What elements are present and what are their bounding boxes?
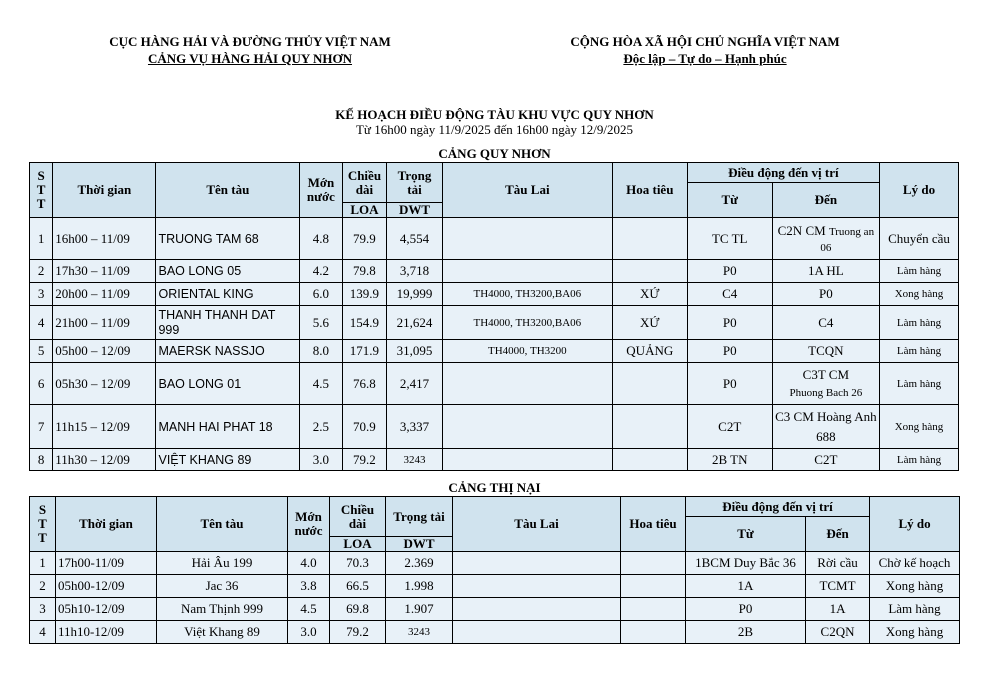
cell-time: 11h10-12/09 (56, 621, 157, 644)
cell-to: C2QN (806, 621, 870, 644)
table-row (30, 306, 959, 340)
cell-from: 2B (686, 621, 806, 644)
col-reason: Lý do (880, 163, 959, 218)
cell-to-main: C2N CM (777, 222, 826, 238)
cell-to (772, 363, 879, 405)
cell-from: C4 (687, 283, 772, 306)
schedule-table-quy-nhon (29, 162, 959, 471)
cell-stt: 1 (30, 218, 53, 260)
cell-from: TC TL (687, 218, 772, 260)
cell-to-main: C3T CM (802, 366, 850, 382)
cell-dwt: 2.369 (386, 552, 453, 575)
cell-reason: Chờ kế hoạch (870, 552, 960, 575)
cell-ship: ORIENTAL KING (156, 283, 300, 306)
cell-pilot: XỨ (612, 283, 687, 306)
cell-pilot (612, 363, 687, 405)
table-row (30, 621, 960, 644)
col-to: Đến (806, 517, 870, 552)
col-time: Thời gian (53, 163, 156, 218)
cell-from: P0 (687, 340, 772, 363)
col-reason: Lý do (870, 497, 960, 552)
cell-tug (442, 260, 612, 283)
header-right (530, 33, 880, 67)
cell-ship: MAERSK NASSJO (156, 340, 300, 363)
cell-loa: 154.9 (342, 306, 387, 340)
col-move: Điều động đến vị trí (686, 497, 870, 517)
cell-from: P0 (687, 363, 772, 405)
cell-to: TCQN (772, 340, 879, 363)
cell-stt: 6 (30, 363, 53, 405)
cell-tug: TH4000, TH3200 (442, 340, 612, 363)
cell-tug (442, 405, 612, 449)
cell-pilot (621, 621, 686, 644)
cell-ship: Jac 36 (157, 575, 288, 598)
col-dwt: DWT (387, 203, 443, 218)
cell-dwt: 21,624 (387, 306, 443, 340)
table-row (30, 598, 960, 621)
col-move: Điều động đến vị trí (687, 163, 879, 183)
cell-pilot (612, 405, 687, 449)
cell-time: 11h15 – 12/09 (53, 405, 156, 449)
cell-ship: Nam Thịnh 999 (157, 598, 288, 621)
section-title-quy-nhon: CẢNG QUY NHƠN (438, 146, 551, 161)
cell-ship: Việt Khang 89 (157, 621, 288, 644)
cell-ship: BAO LONG 01 (156, 363, 300, 405)
col-loa: LOA (342, 203, 387, 218)
cell-stt: 4 (30, 621, 56, 644)
cell-dwt: 31,095 (387, 340, 443, 363)
cell-pilot (621, 552, 686, 575)
cell-pilot (612, 218, 687, 260)
cell-draft: 4.5 (288, 598, 330, 621)
cell-loa: 70.3 (330, 552, 386, 575)
cell-tug (442, 449, 612, 471)
cell-draft: 3.8 (288, 575, 330, 598)
col-from: Từ (687, 183, 772, 218)
cell-tug (442, 363, 612, 405)
cell-tug (453, 575, 621, 598)
cell-from: 1BCM Duy Bắc 36 (686, 552, 806, 575)
cell-reason: Làm hàng (880, 363, 959, 405)
table-row (30, 449, 959, 471)
cell-draft: 4.2 (300, 260, 343, 283)
cell-draft: 4.0 (288, 552, 330, 575)
col-pilot: Hoa tiêu (621, 497, 686, 552)
cell-to: P0 (772, 283, 879, 306)
cell-stt: 1 (30, 552, 56, 575)
cell-ship: Hải Âu 199 (157, 552, 288, 575)
cell-to (772, 218, 879, 260)
cell-stt: 4 (30, 306, 53, 340)
cell-stt: 3 (30, 283, 53, 306)
cell-time: 20h00 – 11/09 (53, 283, 156, 306)
table-row (30, 340, 959, 363)
cell-tug: TH4000, TH3200,BA06 (442, 306, 612, 340)
cell-time: 05h00-12/09 (56, 575, 157, 598)
cell-draft: 3.0 (300, 449, 343, 471)
cell-loa: 79.2 (330, 621, 386, 644)
cell-from: 1A (686, 575, 806, 598)
cell-loa: 70.9 (342, 405, 387, 449)
cell-loa: 171.9 (342, 340, 387, 363)
cell-pilot (621, 575, 686, 598)
col-tug: Tàu Lai (442, 163, 612, 218)
cell-time: 05h10-12/09 (56, 598, 157, 621)
cell-stt: 2 (30, 260, 53, 283)
cell-from: P0 (687, 260, 772, 283)
cell-time: 17h30 – 11/09 (53, 260, 156, 283)
cell-time: 21h00 – 11/09 (53, 306, 156, 340)
cell-draft: 8.0 (300, 340, 343, 363)
cell-time: 17h00-11/09 (56, 552, 157, 575)
col-tug: Tàu Lai (453, 497, 621, 552)
cell-loa: 79.9 (342, 218, 387, 260)
schedule-table-thi-nai (29, 496, 960, 644)
cell-reason: Chuyển cầu (880, 218, 959, 260)
cell-stt: 3 (30, 598, 56, 621)
cell-reason: Làm hàng (880, 260, 959, 283)
cell-from: P0 (686, 598, 806, 621)
cell-loa: 79.2 (342, 449, 387, 471)
col-dwt: DWT (386, 537, 453, 552)
document-subtitle: Từ 16h00 ngày 11/9/2025 đến 16h00 ngày 12/9/2025 (355, 122, 633, 137)
col-ship: Tên tàu (157, 497, 288, 552)
col-tonnage: Trọng tải (387, 163, 443, 203)
cell-reason: Xong hàng (880, 405, 959, 449)
col-to: Đến (772, 183, 879, 218)
table-row (30, 552, 960, 575)
cell-reason: Xong hàng (870, 575, 960, 598)
cell-draft: 4.5 (300, 363, 343, 405)
cell-time: 16h00 – 11/09 (53, 218, 156, 260)
table-row (30, 575, 960, 598)
cell-draft: 5.6 (300, 306, 343, 340)
cell-loa: 66.5 (330, 575, 386, 598)
col-length: Chiều dài (330, 497, 386, 537)
cell-dwt: 1.907 (386, 598, 453, 621)
cell-dwt: 2,417 (387, 363, 443, 405)
cell-tug (453, 621, 621, 644)
cell-draft: 6.0 (300, 283, 343, 306)
cell-to-sub: Truong an 06 (820, 225, 875, 254)
col-stt: S T T (30, 163, 53, 218)
header-left (80, 33, 420, 67)
col-time: Thời gian (56, 497, 157, 552)
cell-dwt: 3,337 (387, 405, 443, 449)
cell-ship: BAO LONG 05 (156, 260, 300, 283)
document-title: KẾ HOẠCH ĐIỀU ĐỘNG TÀU KHU VỰC QUY NHƠN (335, 107, 654, 122)
col-ship: Tên tàu (156, 163, 300, 218)
cell-draft: 2.5 (300, 405, 343, 449)
cell-dwt: 3243 (387, 449, 443, 471)
table-row (30, 218, 959, 260)
cell-to-sub: Phuong Bach 26 (789, 386, 863, 399)
country-name: CỘNG HÒA XÃ HỘI CHỦ NGHĨA VIỆT NAM (570, 34, 840, 49)
cell-ship: TRUONG TAM 68 (156, 218, 300, 260)
col-length: Chiều dài (342, 163, 387, 203)
cell-tug (453, 552, 621, 575)
cell-stt: 8 (30, 449, 53, 471)
cell-dwt: 4,554 (387, 218, 443, 260)
cell-reason: Xong hàng (880, 283, 959, 306)
cell-reason: Xong hàng (870, 621, 960, 644)
cell-reason: Làm hàng (880, 306, 959, 340)
port-authority-name: CẢNG VỤ HÀNG HẢI QUY NHƠN (147, 51, 353, 66)
col-draft: Mớn nước (300, 163, 343, 218)
cell-ship: MANH HAI PHAT 18 (156, 405, 300, 449)
cell-pilot: QUẢNG (612, 340, 687, 363)
cell-to: 1A HL (772, 260, 879, 283)
cell-to: C3 CM Hoàng Anh 688 (772, 405, 879, 449)
cell-ship: THANH THANH DAT 999 (156, 306, 300, 340)
cell-draft: 3.0 (288, 621, 330, 644)
motto: Độc lập – Tự do – Hạnh phúc (623, 51, 787, 66)
cell-tug (453, 598, 621, 621)
cell-to: Rời cầu (806, 552, 870, 575)
cell-pilot (621, 598, 686, 621)
cell-from: C2T (687, 405, 772, 449)
cell-dwt: 19,999 (387, 283, 443, 306)
cell-dwt: 3,718 (387, 260, 443, 283)
cell-tug: TH4000, TH3200,BA06 (442, 283, 612, 306)
col-tonnage: Trọng tải (386, 497, 453, 537)
cell-from: 2B TN (687, 449, 772, 471)
cell-time: 11h30 – 12/09 (53, 449, 156, 471)
section-title-thi-nai: CẢNG THỊ NẠI (448, 480, 541, 495)
cell-to: TCMT (806, 575, 870, 598)
cell-pilot (612, 449, 687, 471)
cell-stt: 5 (30, 340, 53, 363)
cell-dwt: 1.998 (386, 575, 453, 598)
cell-reason: Làm hàng (870, 598, 960, 621)
cell-pilot (612, 260, 687, 283)
cell-loa: 76.8 (342, 363, 387, 405)
cell-loa: 79.8 (342, 260, 387, 283)
cell-pilot: XỨ (612, 306, 687, 340)
cell-to: 1A (806, 598, 870, 621)
cell-draft: 4.8 (300, 218, 343, 260)
cell-time: 05h00 – 12/09 (53, 340, 156, 363)
cell-ship: VIỆT KHANG 89 (156, 449, 300, 471)
col-from: Từ (686, 517, 806, 552)
cell-tug (442, 218, 612, 260)
table-row (30, 363, 959, 405)
col-loa: LOA (330, 537, 386, 552)
cell-loa: 139.9 (342, 283, 387, 306)
cell-time: 05h30 – 12/09 (53, 363, 156, 405)
table-row (30, 260, 959, 283)
cell-stt: 2 (30, 575, 56, 598)
col-draft: Mớn nước (288, 497, 330, 552)
cell-reason: Làm hàng (880, 340, 959, 363)
agency-name: CỤC HÀNG HẢI VÀ ĐƯỜNG THỦY VIỆT NAM (109, 34, 391, 49)
table-row (30, 405, 959, 449)
cell-to: C2T (772, 449, 879, 471)
table-row (30, 283, 959, 306)
col-stt: S T T (30, 497, 56, 552)
cell-dwt: 3243 (386, 621, 453, 644)
cell-reason: Làm hàng (880, 449, 959, 471)
cell-stt: 7 (30, 405, 53, 449)
col-pilot: Hoa tiêu (612, 163, 687, 218)
cell-from: P0 (687, 306, 772, 340)
cell-to: C4 (772, 306, 879, 340)
cell-loa: 69.8 (330, 598, 386, 621)
